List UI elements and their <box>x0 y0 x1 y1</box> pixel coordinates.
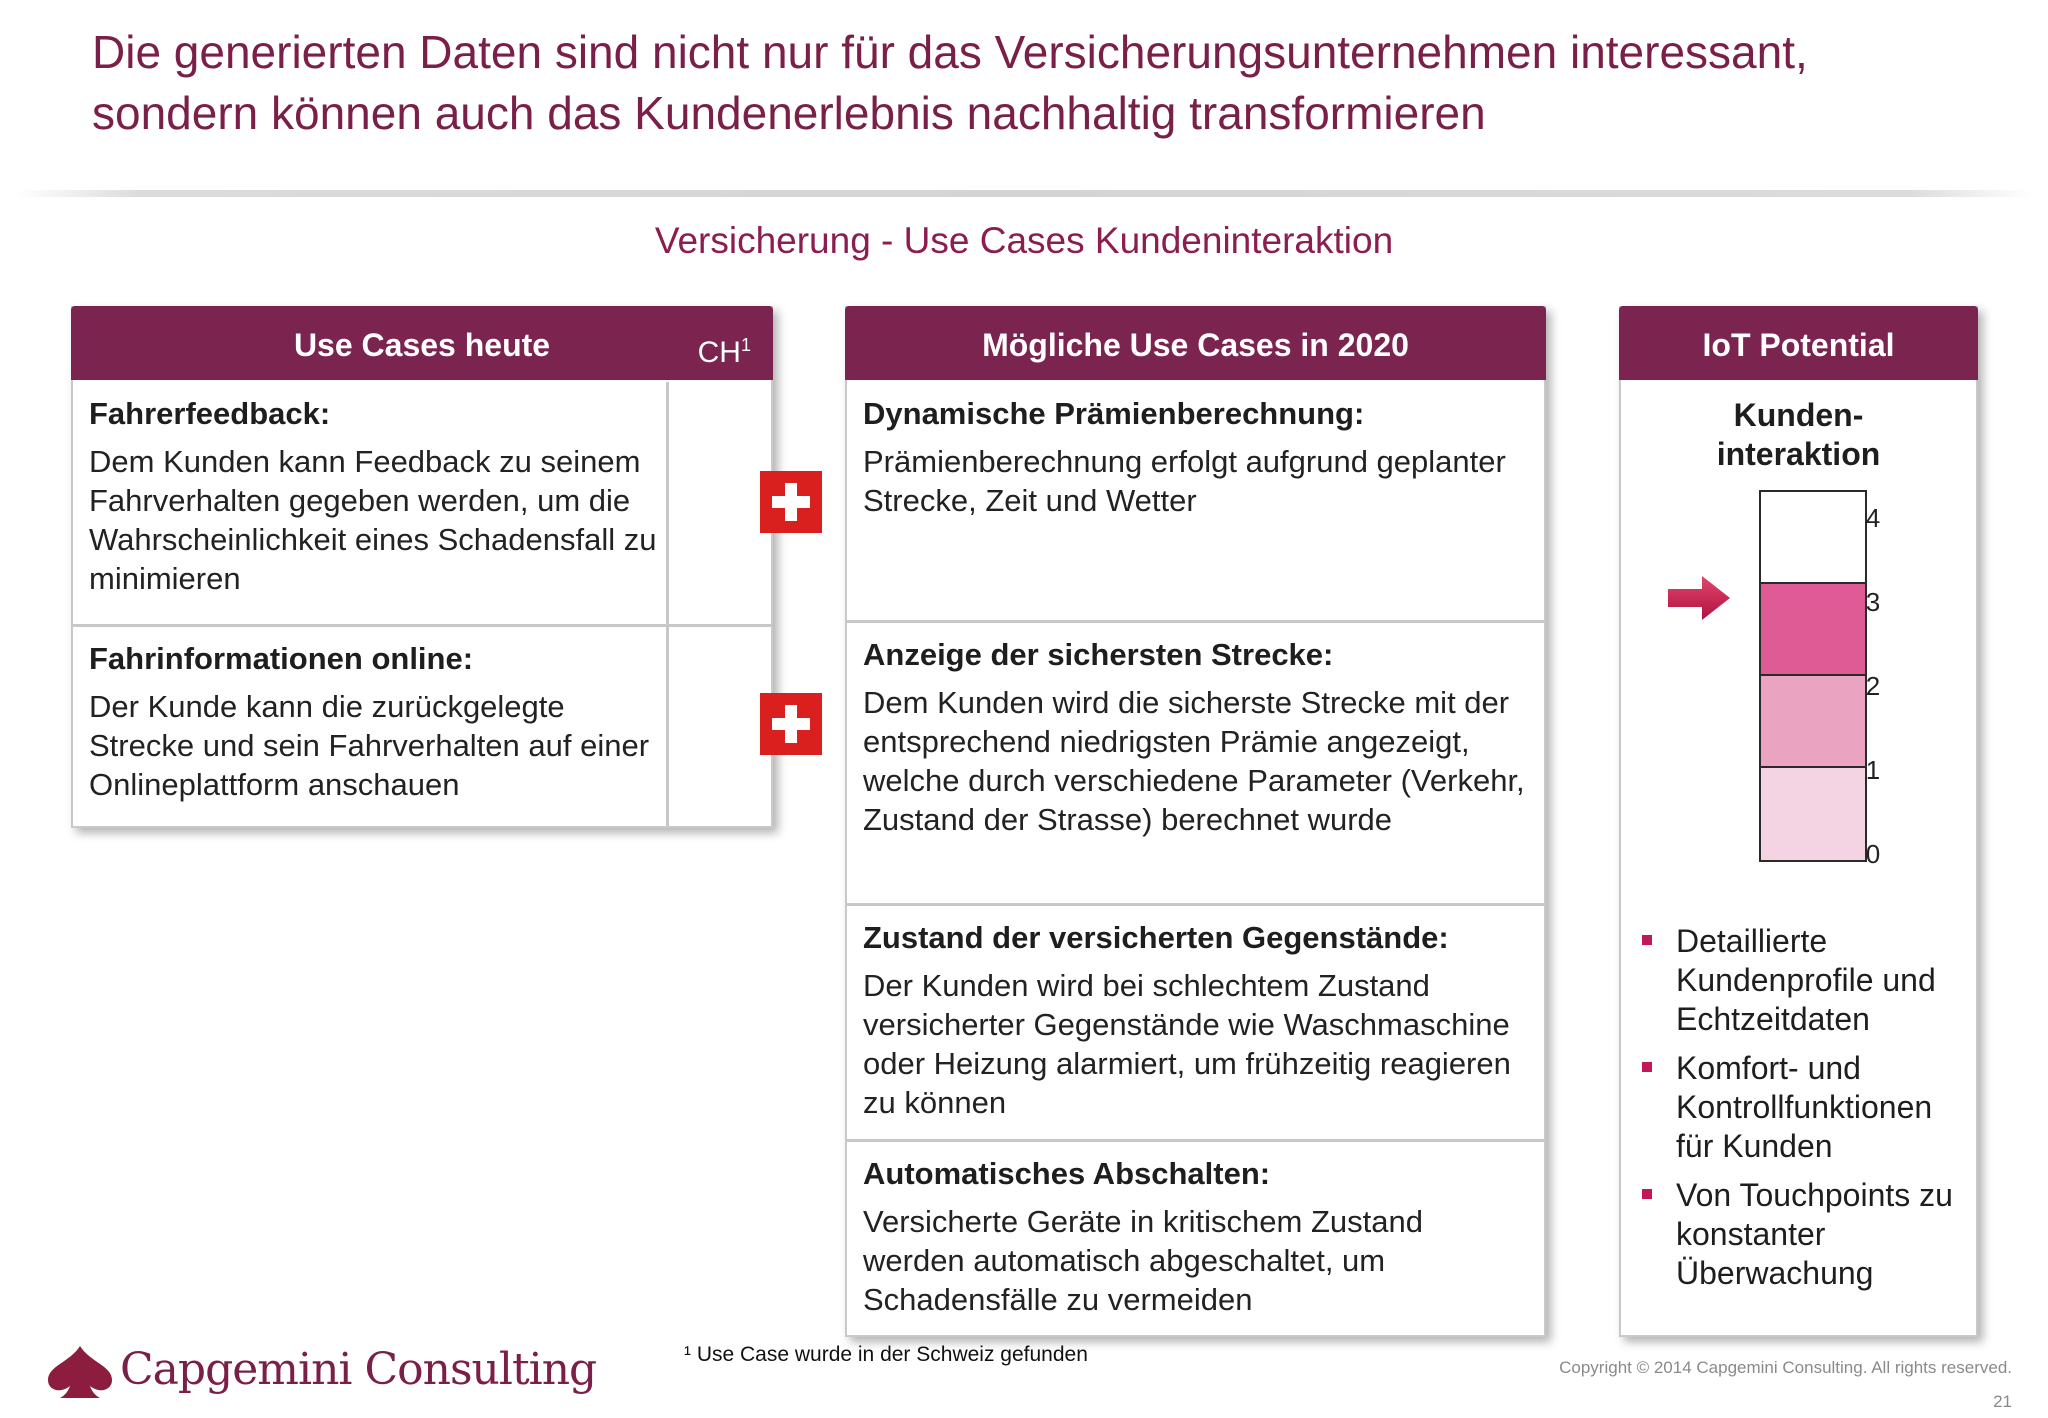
scale-tick: 3 <box>1865 587 1881 617</box>
future-item-text: Der Kunden wird bei schlechtem Zustand versicherter Gegenstände wie Waschmaschine oder Heizung alarmiert, um frühzeitig reagieren zu können <box>863 968 1511 1120</box>
footnote: ¹ Use Case wurde in der Schweiz gefunden <box>684 1343 1088 1366</box>
iot-bullet: Komfort- und Kontrollfunktionen für Kunden <box>1638 1049 1978 1166</box>
future-item-text: Dem Kunden wird die sicherste Strecke mit der entsprechend niedrigsten Prämie angezeigt, welche durch verschiedene Parameter (Verkehr, Zustand der Strasse) berechnet wurde <box>863 685 1525 837</box>
iot-bullet: Von Touchpoints zu konstanter Überwachung <box>1638 1176 1978 1293</box>
slide-subtitle: Versicherung - Use Cases Kundeninteraktion <box>654 220 1394 261</box>
title-divider <box>16 190 2032 197</box>
slide-title-line2: sondern können auch das Kundenerlebnis nachhaltig transformieren <box>92 87 1486 139</box>
company-logo-text: Capgemini Consulting <box>120 1344 597 1395</box>
panel-today-title: Use Cases heute <box>293 327 551 363</box>
today-row <box>73 382 771 627</box>
today-row <box>73 624 771 827</box>
future-item-text: Versicherte Geräte in kritischem Zustand werden automatisch abgeschaltet, um Schadensfälle zu vermeiden <box>863 1204 1423 1317</box>
future-item-heading: Zustand der versicherten Gegenstände: <box>863 920 1449 955</box>
panel-use-cases-today <box>71 306 773 828</box>
slide-title-line1: Die generierten Daten sind nicht nur für das Versicherungsunternehmen interessant, <box>92 26 1808 78</box>
future-row <box>847 903 1544 1142</box>
today-item-heading: Fahrinformationen online: <box>89 641 474 676</box>
future-item-heading: Dynamische Prämienberechnung: <box>863 396 1365 431</box>
future-item-heading: Automatisches Abschalten: <box>863 1156 1271 1191</box>
today-item-heading: Fahrerfeedback: <box>89 396 331 431</box>
today-item-text: Dem Kunden kann Feedback zu seinem Fahrverhalten gegeben werden, um die Wahrscheinlichkeit eines Schadensfall zu minimieren <box>89 444 657 596</box>
slide-title <box>92 22 1992 144</box>
scale-tick: 1 <box>1865 755 1881 785</box>
panel-use-cases-2020 <box>845 306 1546 1337</box>
iot-bullet: Detaillierte Kundenprofile und Echtzeitdaten <box>1638 922 1978 1039</box>
scale-segment-2 <box>1759 674 1867 768</box>
scale-tick: 0 <box>1865 839 1881 869</box>
swiss-flag-icon <box>760 693 822 755</box>
panel-iot-header <box>1619 306 1978 380</box>
iot-bullet-list <box>1638 922 1978 1303</box>
panel-iot-title: IoT Potential <box>1702 327 1895 363</box>
capgemini-spade-logo-icon <box>40 1340 120 1400</box>
scale-tick: 4 <box>1865 503 1881 533</box>
panel-2020-title: Mögliche Use Cases in 2020 <box>982 327 1409 363</box>
panel-2020-header <box>845 306 1546 380</box>
future-row <box>847 382 1544 620</box>
copyright-notice: Copyright © 2014 Capgemini Consulting. All rights reserved. <box>1559 1358 2012 1377</box>
future-item-heading: Anzeige der sichersten Strecke: <box>863 637 1334 672</box>
scale-tick: 2 <box>1865 671 1881 701</box>
scale-segment-3 <box>1759 582 1867 676</box>
future-row <box>847 620 1544 906</box>
page-number: 21 <box>1993 1392 2012 1411</box>
future-item-text: Prämienberechnung erfolgt aufgrund geplanter Strecke, Zeit und Wetter <box>863 444 1506 518</box>
panel-today-header <box>71 306 773 380</box>
scale-segment-1 <box>1759 766 1867 862</box>
future-row <box>847 1139 1544 1336</box>
ch-column-label: $CH^1$ <box>697 335 751 369</box>
iot-category-label: Kunden- interaktion <box>1716 397 1881 472</box>
today-item-text: Der Kunde kann die zurückgelegte Strecke und sein Fahrverhalten auf einer Onlineplattform anschauen <box>89 689 650 802</box>
swiss-flag-icon <box>760 471 822 533</box>
level-indicator-arrow-icon <box>1668 576 1730 620</box>
scale-segment-4 <box>1759 490 1867 584</box>
